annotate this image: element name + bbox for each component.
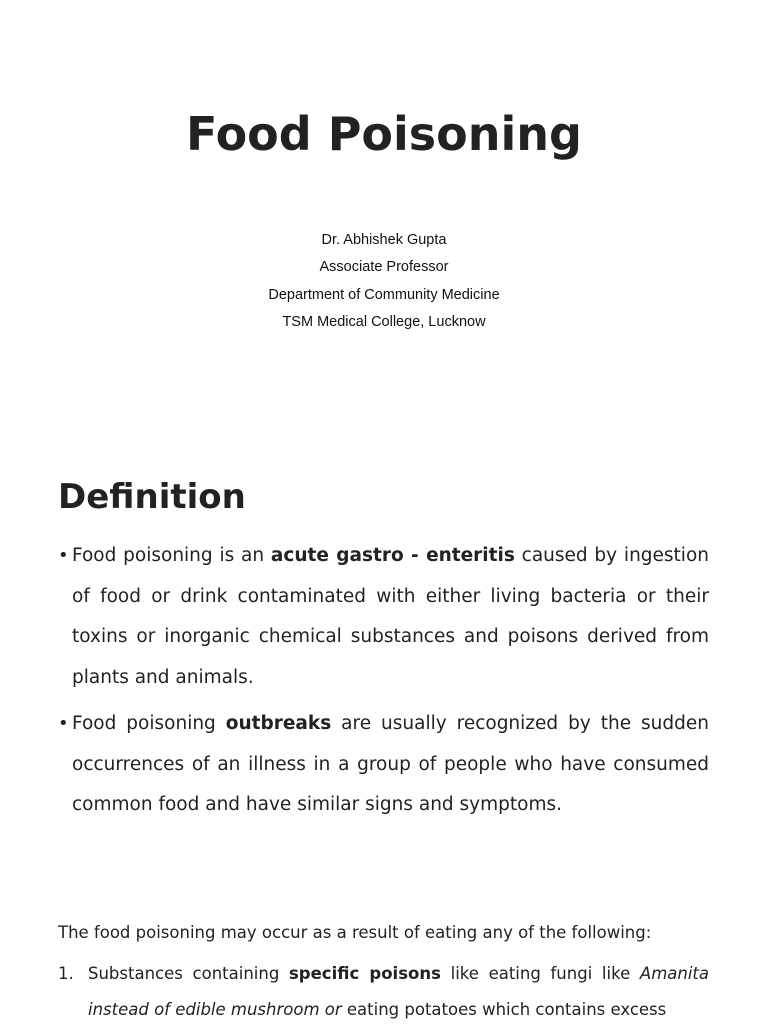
bullet-dot-icon: • [58, 545, 69, 566]
definition-bullets [58, 536, 709, 832]
author-position: Associate Professor [319, 259, 449, 276]
author-institution: TSM Medical College, Lucknow [282, 313, 486, 330]
bullet-text: Food poisoning is an [72, 545, 271, 566]
list-text: eating potatoes which contains excess [341, 1000, 667, 1019]
list-text: like eating fungi like [440, 964, 640, 983]
list-number: 1. [58, 964, 74, 983]
slide-title: Food Poisoning [186, 107, 582, 161]
author-block [0, 229, 768, 338]
bullet-bold-term: outbreaks [225, 713, 332, 734]
definition-heading: Definition [58, 477, 246, 517]
bullet-item [58, 536, 709, 698]
list-bold-term: specific poisons [288, 964, 441, 983]
bullet-text: are usually recognized by the sudden occurrences of an illness in a group of people who have consumed common food and have similar signs and symptoms. [72, 713, 709, 815]
bullet-bold-term: acute gastro - enteritis [270, 545, 515, 566]
author-department: Department of Community Medicine [268, 286, 500, 303]
list-italic-term: Amanita instead of edible mushroom or [88, 964, 709, 1019]
author-name: Dr. Abhishek Gupta [321, 232, 447, 248]
bullet-text: Food poisoning [72, 713, 226, 734]
bullet-text: caused by ingestion of food or drink contaminated with either living bacteria or their toxins or inorganic chemical substances and poisons derived from plants and animals. [72, 545, 709, 688]
list-item [58, 956, 709, 1028]
causes-intro: The food poisoning may occur as a result of eating any of the following: [58, 923, 652, 942]
bullet-item [58, 704, 709, 826]
causes-list [58, 956, 709, 1028]
bullet-dot-icon: • [58, 713, 69, 734]
list-text: Substances containing [88, 964, 289, 983]
